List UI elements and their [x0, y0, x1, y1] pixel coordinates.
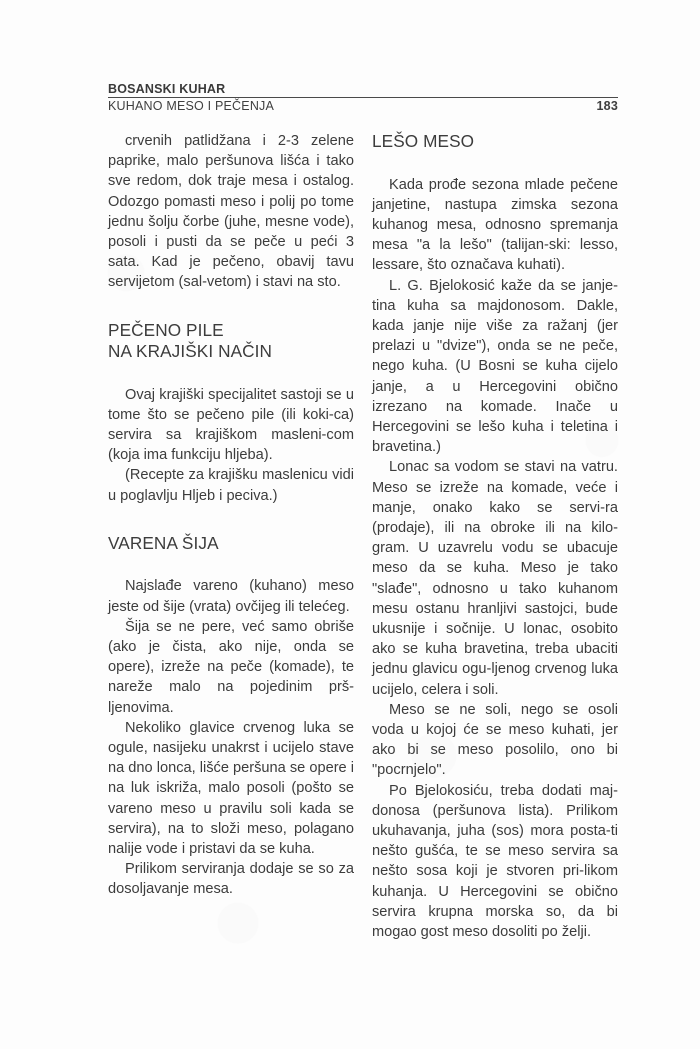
running-head-book-title: BOSANSKI KUHAR: [108, 82, 226, 96]
running-head-row: [108, 99, 618, 114]
paragraph-specialty: Ovaj krajiški specijalitet sastoji se u tome što se pečeno pile (ili koki-ca) servira sa krajiškom masleni-com (koja ima funkciju hljeba).: [108, 386, 354, 464]
running-head-chapter-title: KUHANO MESO I PEČENJA: [108, 99, 275, 113]
paragraph-serving-salt: Prilikom serviranja dodaje se so za dosoljavanje mesa.: [108, 861, 354, 898]
left-column: [108, 131, 354, 942]
paragraph-sweetest-meat: Najslađe vareno (kuhano) meso jeste od šije (vrata) ovčijeg ili telećeg.: [108, 578, 354, 615]
paragraph-salting: Meso se ne soli, nego se osoli voda u kojoj će se meso kuhati, jer ako bi se meso posolilo, ono bi "pocrnjelo".: [372, 701, 618, 779]
paragraph-pot-water: Lonac sa vodom se stavi na vatru. Meso se izreže na komade, veće i manje, onako kako se servi-ra (prodaje), ili na obroke ili na kilo-gram. U uzavrelu vodu se ubacuje meso da se kuha. Meso je tako "slađe", odnosno u tako kuhanom mesu ostanu hranljivi sastojci, bude ukusnije i sočnije. U lonac, osobito ako se kuha bravetina, treba ubaciti jednu glavicu ogu-ljenog crvenog luka ucijelo, celera i soli.: [372, 459, 618, 698]
paragraph-parsley: Po Bjelokosiću, treba dodati maj-donosa (peršunova lista). Prilikom ukuhavanja, juha (sos) mora posta-ti nešto gušća, te se meso servira sa nešto sosa koji je stvoren pri-likom kuhanja. U Hercegovini se obično servira krupna morska so, da bi mogao gost meso dosoliti po želji.: [372, 782, 618, 941]
paragraph-bjelokosic: L. G. Bjelokosić kaže da se janje-tina kuha sa majdonosom. Dakle, kada janje nije više za ražanj (jer prelazi u "dvize"), onda se ne peče, nego kuha. (U Bosni se kuha cijelo janje, a u Hercegovini obično izrezano na komade. Inače u Hercegovini se lešo kuha i teletina i bravetina.): [372, 277, 618, 456]
heading-peceno-pile-line2: NA KRAJIŠKI NAČIN: [108, 341, 273, 362]
heading-peceno-pile-line1: PEČENO PILE: [108, 319, 224, 340]
paragraph-recipes-reference: (Recepte za krajišku maslenicu vidi u poglavlju Hljeb i peciva.): [108, 467, 354, 504]
paragraph-season: Kada prođe sezona mlade pečene janjetine, nastupa zimska sezona kuhanog mesa, odnosno spremanja mesa "a la lešo" (talijan-ski: lesso, lessare, što označava kuhati).: [372, 176, 618, 274]
two-column-body: [108, 131, 618, 942]
paragraph-continued-roast: crvenih patlidžana i 2-3 zelene paprike, malo peršunova lišća i tako sve redom, dok traje mesa i ostalog. Odozgo pomasti meso i polij po tome jednu šolju čorbe (juhe, mesne vode), posoli i pusti da se peče u peći 3 sata. Kad je pečeno, obavij tavu servijetom (sal-vetom) i stavi na sto.: [108, 133, 354, 291]
heading-leso-meso: LEŠO MESO: [372, 131, 475, 151]
right-column: [372, 131, 618, 942]
page-content: [108, 82, 618, 942]
heading-varena-sija: VARENA ŠIJA: [108, 532, 219, 553]
paragraph-not-washed: Šija se ne pere, već samo obriše (ako je čista, ako nije, onda se opere), izreže na peče (komade), te nareže malo na pojedinim prš-ljenovima.: [108, 618, 354, 716]
paragraph-onions: Nekoliko glavice crvenog luka se ogule, nasijeku unakrst i ucijelo stave na dno lonca, lišće peršuna se opere i na luk iskriža, malo posoli (pošto se vareno meso u pravilu soli kada se servira), na to složi meso, polagano nalije vode i pristavi da se kuha.: [108, 719, 354, 857]
header-rule: [108, 97, 618, 98]
page-number: 183: [596, 99, 618, 113]
